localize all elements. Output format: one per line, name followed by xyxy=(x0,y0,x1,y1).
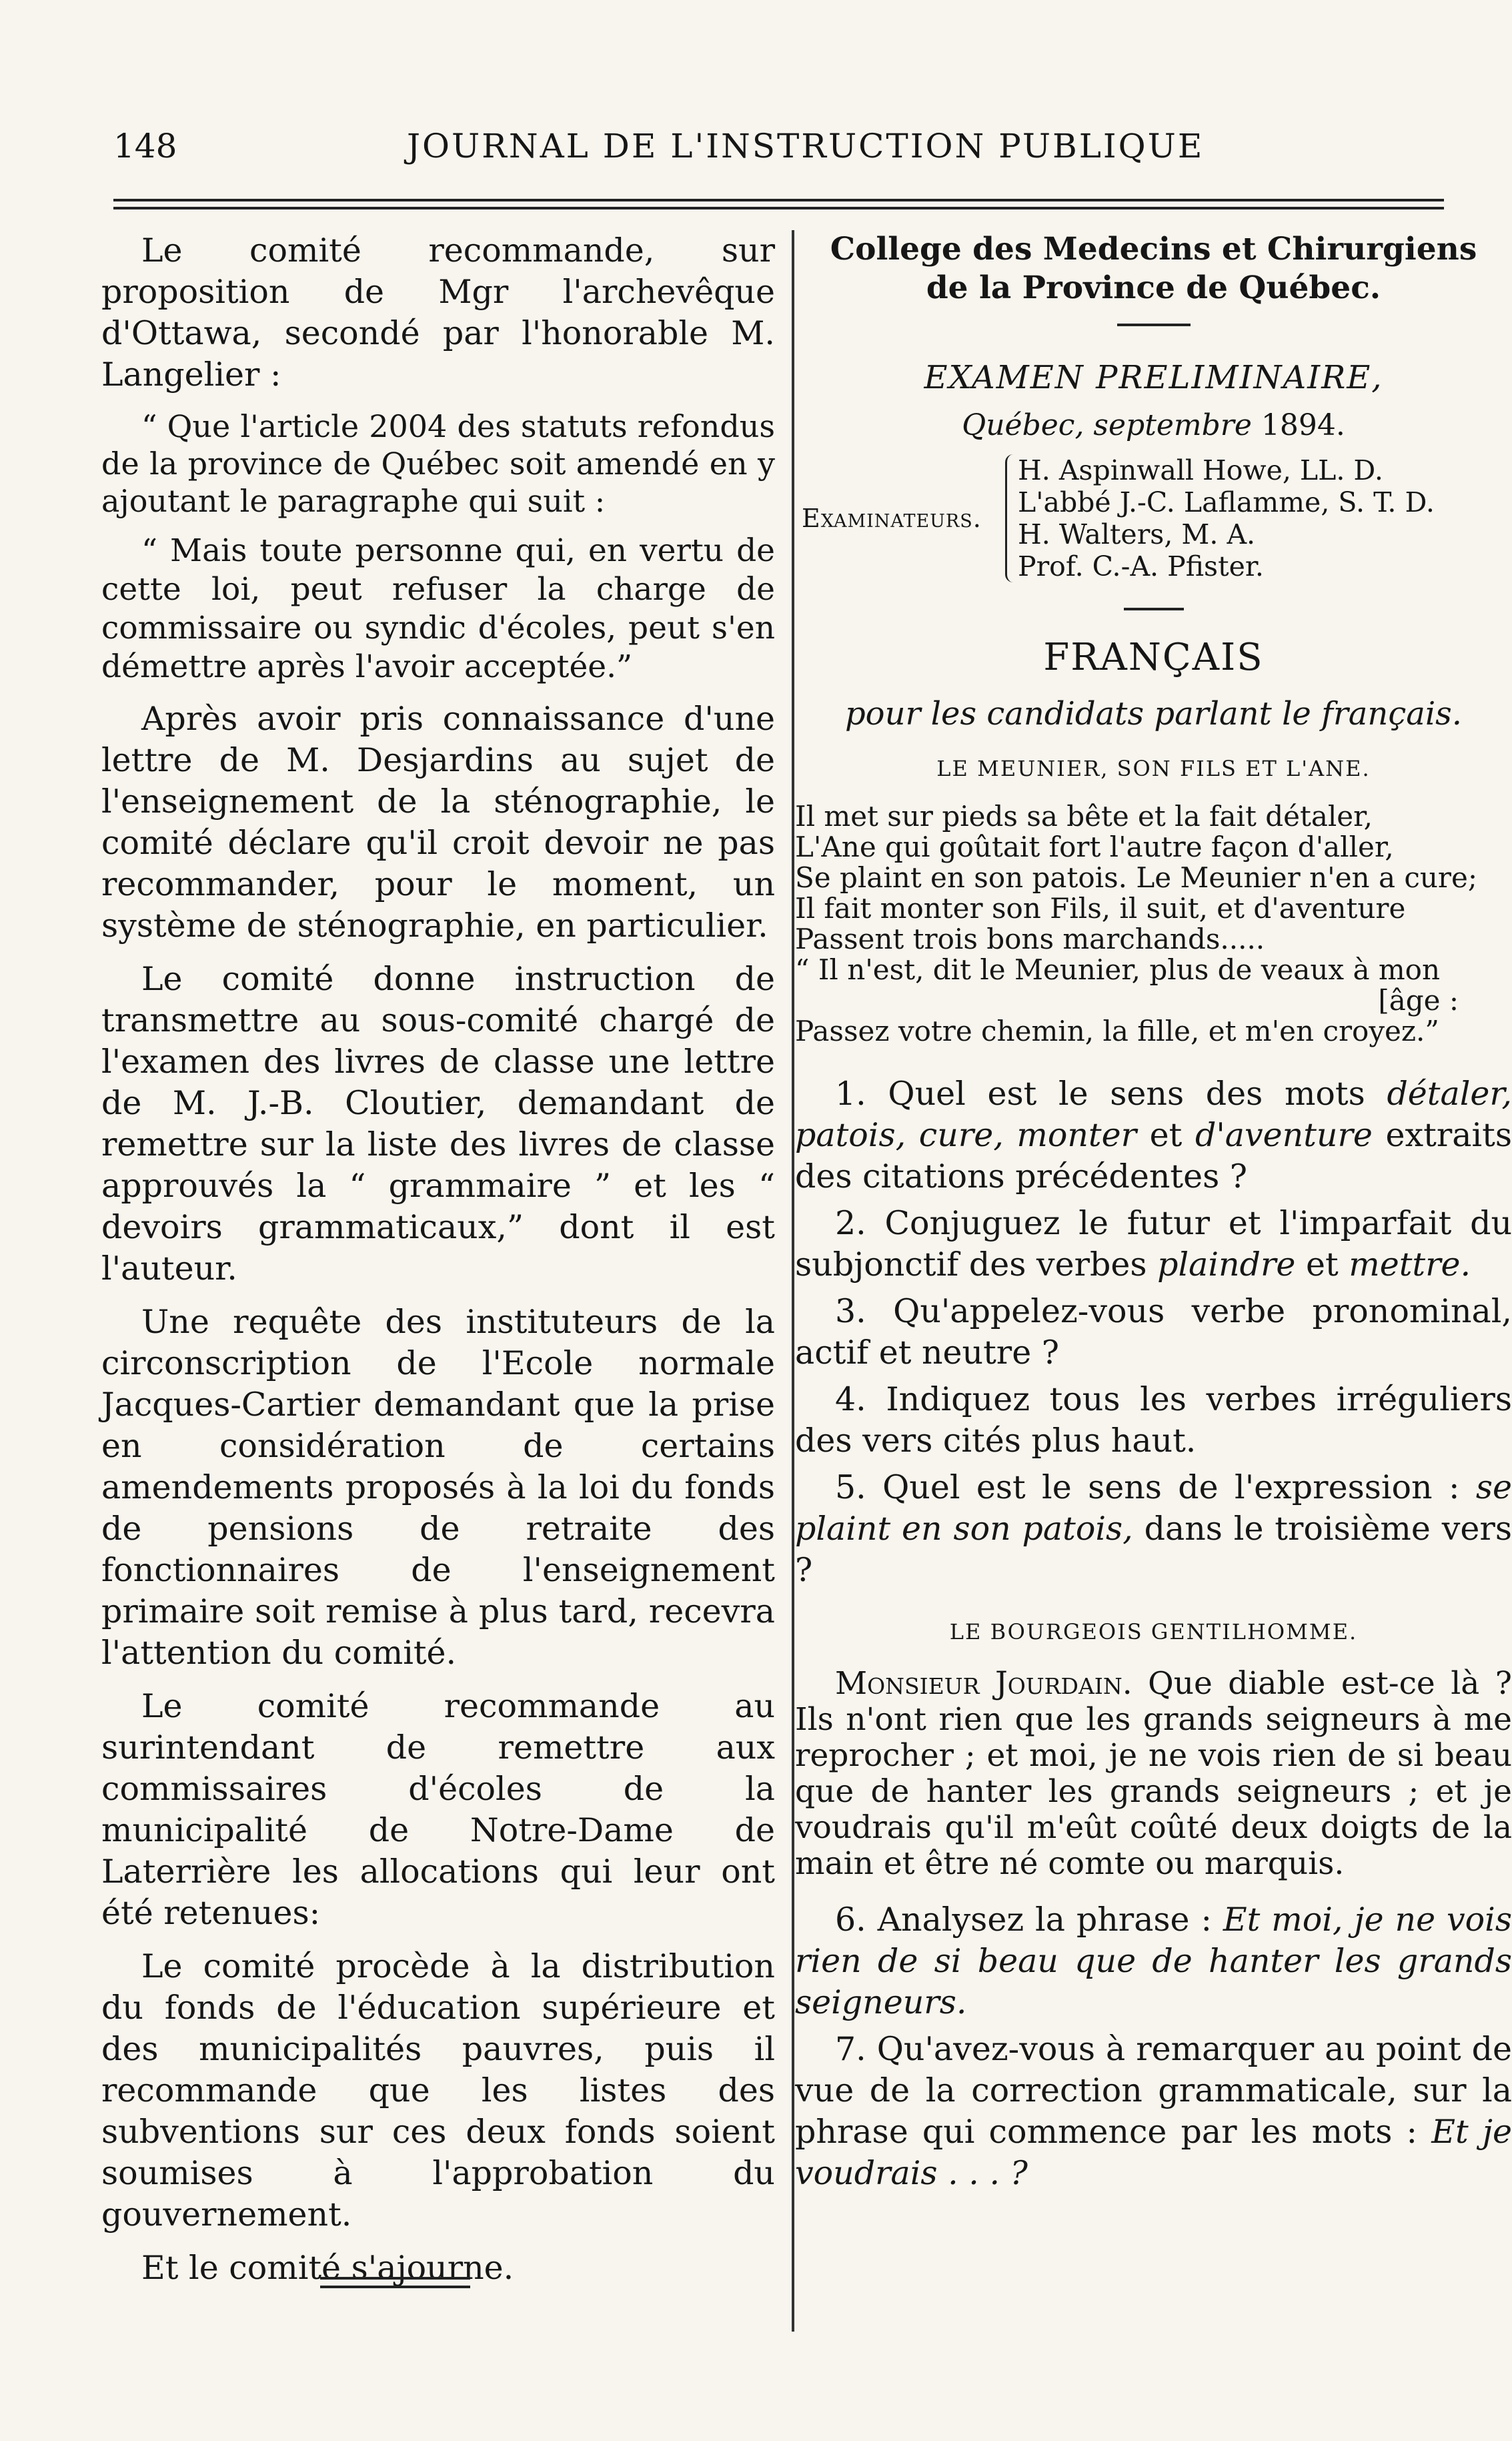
poem-line-overflow: [âge : xyxy=(1378,984,1459,1017)
poem-line: “ Il n'est, dit le Meunier, plus de veaux à mon xyxy=(795,953,1441,986)
speaker-name: Monsieur Jourdain. xyxy=(835,1665,1132,1702)
question-5-end: dans le troisième vers ? xyxy=(795,1510,1512,1589)
question-2-text: 2. Conjuguez le futur et l'imparfait du subjonctif des verbes xyxy=(795,1204,1512,1284)
examiner-2: L'abbé J.-C. Laflamme, S. T. D. xyxy=(1018,486,1435,518)
poem-line: Passent trois bons marchands..... xyxy=(795,923,1265,955)
exam-date xyxy=(795,405,1512,446)
poem-line: Il met sur pieds sa bête et la fait détaler, xyxy=(795,800,1373,833)
question-1-text: 1. Quel est le sens des mots xyxy=(835,1075,1387,1113)
question-4 xyxy=(795,1379,1512,1462)
running-title: JOURNAL DE L'INSTRUCTION PUBLIQUE xyxy=(407,127,1205,165)
question-3 xyxy=(795,1291,1512,1374)
college-heading-line1: College des Medecins et Chirurgiens xyxy=(830,231,1477,268)
paragraph-quoted-amendment: “ Mais toute personne qui, en vertu de cette loi, peut refuser la charge de commissaire ou syndic d'écoles, peut s'en démettre après l'avoir acceptée.” xyxy=(101,532,775,685)
question-7-text: 7. Qu'avez-vous à remarquer au point de vue de la correction grammaticale, sur la phrase qui commence par les mots : xyxy=(795,2030,1512,2151)
question-6-text: 6. Analysez la phrase : xyxy=(835,1901,1223,1939)
question-2-conj: et xyxy=(1295,1246,1349,1284)
short-rule-2 xyxy=(1124,608,1184,610)
fable-excerpt xyxy=(795,801,1512,1047)
page-header xyxy=(113,127,1414,173)
poem-line: Il fait monter son Fils, il suit, et d'aventure xyxy=(795,892,1406,925)
right-column xyxy=(795,230,1512,2200)
question-7-phrase: Et je voudrais . . . ? xyxy=(795,2113,1512,2192)
poem-line: Se plaint en son patois. Le Meunier n'en a cure; xyxy=(795,861,1477,894)
exam-year: 1894. xyxy=(1261,408,1345,442)
college-heading-line2: de la Province de Québec. xyxy=(926,270,1381,306)
question-7 xyxy=(795,2029,1512,2194)
play-title: LE BOURGEOIS GENTILHOMME. xyxy=(949,1619,1358,1644)
section-subtitle: pour les candidats parlant le français. xyxy=(844,695,1463,733)
paragraph-article-2004: “ Que l'article 2004 des statuts refondus de la province de Québec soit amendé en y ajoutant le paragraphe qui suit : xyxy=(101,408,775,519)
paragraph-distribution-fonds: Le comité procède à la distribution du fonds de l'éducation supérieure et des municipalités pauvres, puis il recommande que les listes des subventions sur ces deux fonds soient soumises à l'approbation du gouvernement. xyxy=(101,1947,775,2234)
paragraph-stenographie: Après avoir pris connaissance d'une lettre de M. Desjardins au sujet de l'enseignement de la sténographie, le comité déclare qu'il croit devoir ne pas recommander, pour le moment, un système de sténographie, en particulier. xyxy=(101,700,775,945)
question-3-text: 3. Qu'appelez-vous verbe pronominal, actif et neutre ? xyxy=(795,1292,1512,1372)
end-rule-upper xyxy=(320,2277,470,2280)
section-title: FRANÇAIS xyxy=(1043,636,1264,679)
question-2-verb-2: mettre. xyxy=(1349,1246,1471,1284)
examiner-4: Prof. C.-A. Pfister. xyxy=(1018,550,1264,582)
header-rule-upper xyxy=(113,199,1444,201)
fable-title: LE MEUNIER, SON FILS ET L'ANE. xyxy=(936,756,1371,781)
column-divider xyxy=(792,230,794,2332)
question-2 xyxy=(795,1203,1512,1286)
end-rule-lower xyxy=(320,2286,470,2288)
question-5 xyxy=(795,1467,1512,1591)
question-1-word-last: d'aventure xyxy=(1195,1116,1373,1154)
question-5-text: 5. Quel est le sens de l'expression : xyxy=(835,1468,1476,1506)
poem-line: L'Ane qui goûtait fort l'autre façon d'aller, xyxy=(795,831,1394,863)
examiners-block xyxy=(802,454,1512,582)
question-4-text: 4. Indiquez tous les verbes irréguliers des vers cités plus haut. xyxy=(795,1380,1512,1460)
question-6 xyxy=(795,1899,1512,2023)
page-number: 148 xyxy=(113,127,177,165)
question-1-end: extraits des citations précédentes ? xyxy=(795,1116,1512,1195)
speaker-dialog: Que diable est-ce là ? Ils n'ont rien que les grands seigneurs à me reprocher ; et moi, je ne vois rien de si beau que de hanter les grands seigneurs ; et je voudrais qu'il m'eût coûté deux doigts de la main et être né comte ou marquis. xyxy=(795,1665,1512,1882)
question-6-phrase: Et moi, je ne vois rien de si beau que de hanter les grands seigneurs. xyxy=(795,1901,1512,2021)
paragraph-proposition: Le comité recommande, sur proposition de Mgr l'archevêque d'Ottawa, secondé par l'honorable M. Langelier : xyxy=(101,231,775,394)
examiner-1: H. Aspinwall Howe, LL. D. xyxy=(1018,454,1383,486)
paragraph-requete-instituteurs: Une requête des instituteurs de la circonscription de l'Ecole normale Jacques-Cartier demandant que la prise en considération de certains amendements proposés à la loi du fonds de pensions de retraite des fonctionnaires de l'enseignement primaire soit remise à plus tard, recevra l'attention du comité. xyxy=(101,1303,775,1672)
question-1-words: détaler, patois, cure, monter xyxy=(795,1075,1512,1154)
college-heading xyxy=(795,230,1512,308)
paragraph-livres-de-classe: Le comité donne instruction de transmettre au sous-comité chargé de l'examen des livres de classe une lettre de M. J.-B. Cloutier, demandant de remettre sur la liste des livres de classe approuvés la “ grammaire ” et les “ devoirs grammaticaux,” dont il est l'auteur. xyxy=(101,960,775,1288)
exam-title: EXAMEN PRELIMINAIRE, xyxy=(924,359,1383,396)
header-rule-lower xyxy=(113,207,1444,209)
question-1 xyxy=(795,1073,1512,1197)
left-column xyxy=(101,230,775,2301)
exam-place: Québec, septembre xyxy=(962,408,1252,442)
play-excerpt xyxy=(795,1666,1512,1882)
question-1-conj: et xyxy=(1137,1116,1195,1154)
examiners-label: Examinateurs. xyxy=(802,504,982,533)
examiner-3: H. Walters, M. A. xyxy=(1018,518,1256,550)
short-rule-1 xyxy=(1117,324,1191,326)
question-5-expression: se plaint en son patois, xyxy=(795,1468,1512,1548)
examiners-list xyxy=(1005,454,1435,582)
question-2-verb-1: plaindre xyxy=(1157,1246,1296,1284)
paragraph-notre-dame-laterriere: Le comité recommande au surintendant de remettre aux commissaires d'écoles de la municipalité de Notre-Dame de Laterrière les allocations qui leur ont été retenues: xyxy=(101,1687,775,1932)
poem-line: Passez votre chemin, la fille, et m'en croyez.” xyxy=(795,1015,1439,1047)
paragraph-ajournement: Et le comité s'ajourne. xyxy=(141,2249,514,2287)
